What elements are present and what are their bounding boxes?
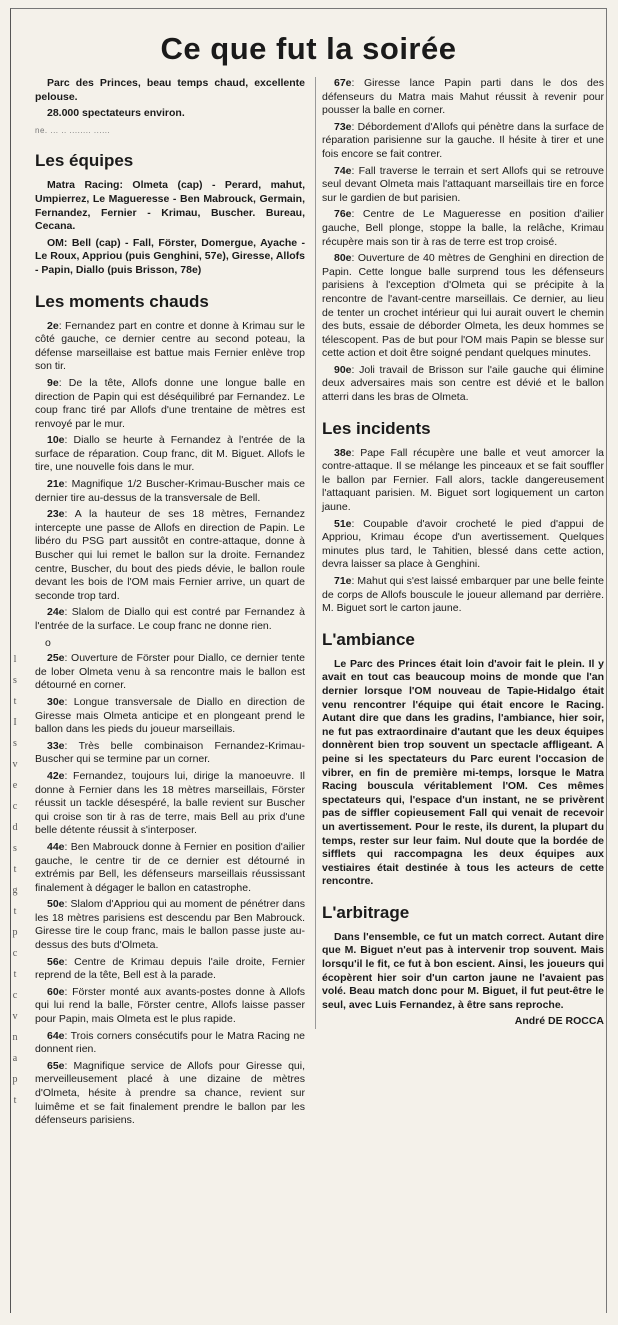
moment-entry [322,252,604,361]
moment-entry [35,696,305,737]
moment-entry [35,478,305,505]
section-incidents: Les incidents [322,418,431,438]
moment-text: : Fernandez, toujours lui, dirige la manoeuvre. Il donne à Fernier dans les 18 mètres marseillais, Förster réussit un tackle désespéré, la balle revient sur Buscher qui croise son tir à ras de terre, mais Bell au prix d'une belle détente réussit à s'interposer. [35,769,305,837]
incident-entry [322,518,604,572]
incident-entry [322,575,604,616]
section-equipes: Les équipes [35,151,134,171]
moment-text: : Ouverture de Förster pour Diallo, ce dernier tente de lober Olmeta venu à sa rencontre mais le ballon est détourné en corner. [35,652,305,692]
section-moments: Les moments chauds [35,291,209,311]
moment-minute: 64e [47,1029,65,1042]
moment-minute: 67e [334,77,352,89]
moment-minute: 56e [47,955,65,968]
moment-text: : Giresse lance Papin parti dans le dos des défenseurs du Matra mais Mahut réussit à revenir pour pousser la balle en corner. [322,77,604,117]
incident-minute: 38e [334,446,352,459]
moment-minute: 2e [47,319,59,332]
moment-text: : Diallo se heurte à Fernandez à l'entrée de la surface de réparation. Coup franc, dit M. Biguet. Allofs le tire, une nouvelle fois dans le mur. [35,434,305,474]
moment-entry [35,986,305,1027]
moment-minute: 23e [47,508,65,521]
moment-text: : Fernandez part en contre et donne à Krimau sur le côté gauche, ce dernier centre au second poteau, la défense marseillaise est battue mais Fernier enlève trop son tir. [35,319,305,373]
moment-entry [35,434,305,475]
signature: André DE ROCCA [514,1015,604,1028]
moment-entry [35,320,305,374]
moment-minute: 65e [47,1059,65,1072]
moment-minute: 33e [47,739,65,752]
moment-minute: 60e [47,985,65,998]
moment-text: : Slalom d'Appriou qui au moment de pénétrer dans les 18 mètres parisiens est descendu par Ben Mabrouck. Giresse tire le coup franc, mais le ballon passe juste au-dessus des buts d'Olmeta. [35,898,305,952]
incident-text: : Coupable d'avoir crocheté le pied d'appui de Appriou, Krimau écope d'un avertissement. Quelques minutes plus tard, le Tahitien, blessé dans cette action, devra laisser sa place à Genghini. [322,517,604,571]
moment-text: : Très belle combinaison Fernandez-Krimau-Buscher qui se termine par un corner. [35,739,305,766]
incident-entry [322,447,604,515]
scribble: ne. ... .. ........ ...... [35,125,111,135]
moment-entry [35,652,305,693]
moments-list-right [322,77,604,405]
moment-text: : Ben Mabrouck donne à Fernier en position d'ailier gauche, le centre tir de ce dernier est détourné in extrémis par Bell, les défenseurs marseillais réussissant finalement à dégager le ballon en catastrophe. [35,840,305,894]
moment-entry [35,740,305,767]
moment-minute: 30e [47,695,65,708]
moment-entry [35,377,305,431]
moment-text: : Magnifique service de Allofs pour Giresse qui, merveilleusement placé à une dizaine de mètres d'Olmeta, hésite à prendre sa chance, revient sur luimême et se fait finalement prendre le ballon par les défenseurs parisiens. [35,1059,305,1127]
moment-entry [35,956,305,983]
team-om: OM: Bell (cap) - Fall, Förster, Domergue, Ayache - Le Roux, Appriou (puis Genghini, 57e), Giresse, Allofs - Papin, Diallo (puis Brisson, 78e) [35,236,305,276]
moment-text: : Centre de Le Magueresse en position d'ailier gauche, Bell plonge, stoppe la balle, la relâche, Krimau récupère mais son tir à ras de terre est trop croisé. [322,208,604,248]
headline: Ce que fut la soirée [160,31,457,66]
moment-entry [322,165,604,206]
moment-minute: 10e [47,434,65,447]
team-matra: Matra Racing: Olmeta (cap) - Perard, mahut, Umpierrez, Le Magueresse - Ben Mabrouck, Germain, Fernandez, Fernier - Krimau, Buscher. Bureau, Cecana. [35,179,305,233]
moment-text: : Fall traverse le terrain et sert Allofs qui se retrouve seul devant Olmeta mais l'attaquant marseillais tire en force sur le gardien de but parisien. [322,164,604,204]
moment-text: : Ouverture de 40 mètres de Genghini en direction de Papin. Cette longue balle surprend tous les défenseurs parisiens à l'exception d'Olmeta qui se précipite à la rencontre de l'avant-centre marseillais. Ce dernier, au lieu de tenter un crochet intérieur qui lui aurait ouvert le chemin des buts, essaie de déborder Olmeta, les deux hommes se télescopent. Pas de but pour l'OM mais Papin se blesse sur cette action et doit être soigné pendant quelques minutes. [322,252,604,360]
moment-minute: 73e [334,120,352,133]
moment-minute: 80e [334,252,352,265]
moment-minute: 90e [334,363,352,376]
left-column [35,77,305,1131]
moment-text: : Longue transversale de Diallo en direction de Giresse mais Olmeta anticipe et en plongeant prend le ballon dans les pieds du joueur marseillais. [35,695,305,736]
moment-minute: 42e [47,769,65,782]
moments-list-left [35,320,305,1128]
moment-text: : Förster monté aux avants-postes donne à Allofs qui lui rend la balle, Förster centre, Allofs laisse passer pour Papin, mais Olmeta est le plus rapide. [35,985,305,1026]
moment-text: : Trois corners consécutifs pour le Matra Racing ne donnent rien. [35,1029,305,1056]
moment-text: : Slalom de Diallo qui est contré par Fernandez à l'entrée de la surface. Le coup franc ne donne rien. [35,606,305,632]
moment-minute: 25e [47,652,65,665]
incident-minute: 71e [334,575,352,587]
moment-entry [35,508,305,603]
moment-entry [322,364,604,405]
arbitrage-text: Dans l'ensemble, ce fut un match correct. Autant dire que M. Biguet n'eut pas à intervenir trop souvent. Mais lorsqu'il le fit, ce fut à bon escient. Ainsi, les joueurs qui écopèrent hier soir d'un carton jaune ne l'avaient pas volé. Beau match donc pour M. Biguet, il fut peut-être le seul, avec Luis Fernandez, à être sans reproche. [322,930,604,1011]
intro-attendance: 28.000 spectateurs environ. [47,107,185,120]
incidents-list [322,447,604,616]
newspaper-clipping [10,8,607,1313]
ambiance-text: Le Parc des Princes était loin d'avoir fait le plein. Il y avait en tout cas beaucoup moins de monde que l'an dernier lorsque l'OM nouveau de Tapie-Hidalgo était venu rencontrer l'équipe qui était encore le Racing. Autant dire que dans les gradins, l'ambiance, hier soir, ne fut pas extraordinaire d'autant que les deux équipes donnèrent bien trop souvent un spectacle affligeant. A peine si les spectateurs du Parc eurent l'occasion de vibrer, en fin de première mi-temps, lorsque le Matra Racing bouscula véritablement l'OM. Ces mêmes spectateurs qui, l'espace d'un instant, ne se privèrent pas de siffler copieusement Fall qui venait de recevoir un avertissement. Pour le reste, ils durent, la plupart du temps, rester sur leur faim. Nul doute que la bordée de sifflets qui raccompagna les deux équipes aux vestiaires était destinée à tous les acteurs de cette rencontre. [322,657,604,888]
moment-minute: 74e [334,164,352,177]
moment-text: : Centre de Krimau depuis l'aile droite, Fernier reprend de la tête, Bell est à la parade. [35,955,305,982]
intro-venue: Parc des Princes, beau temps chaud, excellente pelouse. [35,77,305,103]
moment-text: : Débordement d'Allofs qui pénètre dans la surface de réparation parisienne sur la gauche. Il hésite à tirer et une fois encore se fait contrer. [322,120,604,160]
circle-mark: o [45,636,51,649]
moment-minute: 21e [47,478,65,491]
moment-entry [35,1030,305,1057]
moment-entry [35,898,305,952]
moment-text: : Joli travail de Brisson sur l'aile gauche qui élimine deux adversaires mais son centre est dévié et le ballon atterri dans les bras de Olmeta. [322,363,604,404]
moment-text: : De la tête, Allofs donne une longue balle en direction de Papin qui est déséquilibré par Fernandez. Le coup franc tiré par Allofs d'une trentaine de mètres est renvoyé par le mur. [35,376,305,430]
moment-minute: 9e [47,376,59,389]
moment-entry [35,1060,305,1128]
moment-text: : A la hauteur de ses 18 mètres, Fernandez intercepte une passe de Allofs en direction de Papin. Le libéro du PSG part aussitôt en contre-attaque, donne à Buscher qui lui remet le ballon sur la droite. Fernandez centre, Buscher, du bout des pieds dévie, le ballon roule devant les bois de l'OM mais Fernier arrive, un quart de seconde trop tard. [35,508,305,602]
moment-minute: 76e [334,208,352,221]
moment-minute: 50e [47,898,65,911]
moment-minute: 24e [47,606,65,619]
moment-entry [35,606,305,633]
incident-text: : Mahut qui s'est laissé embarquer par une belle feinte de corps de Allofs bouscule le joueur allemand par derrière. M. Biguet sort le carton jaune. [322,575,604,615]
moment-entry [35,841,305,895]
moment-entry [322,121,604,162]
section-arbitrage: L'arbitrage [322,902,410,922]
section-ambiance: L'ambiance [322,629,415,649]
moment-text: : Magnifique 1/2 Buscher-Krimau-Buscher mais ce dernier tire au-dessus de la transversale de Bell. [35,478,305,504]
moment-entry [35,770,305,838]
moment-entry [322,77,604,118]
moment-entry [322,208,604,249]
incident-minute: 51e [334,517,352,530]
right-column [315,77,604,1029]
incident-text: : Pape Fall récupère une balle et veut amorcer la contre-attaque. Il se mélange les pinceaux et se fait souffler le ballon par Fernier. Fall alors, tackle dangereusement l'attaquant parisien. M. Biguet sort logiquement un carton jaune. [322,446,604,514]
moment-minute: 44e [47,840,65,853]
margin-fragments: l s t I s v e c d s t g t p c t c v n a p t [12,654,18,1106]
